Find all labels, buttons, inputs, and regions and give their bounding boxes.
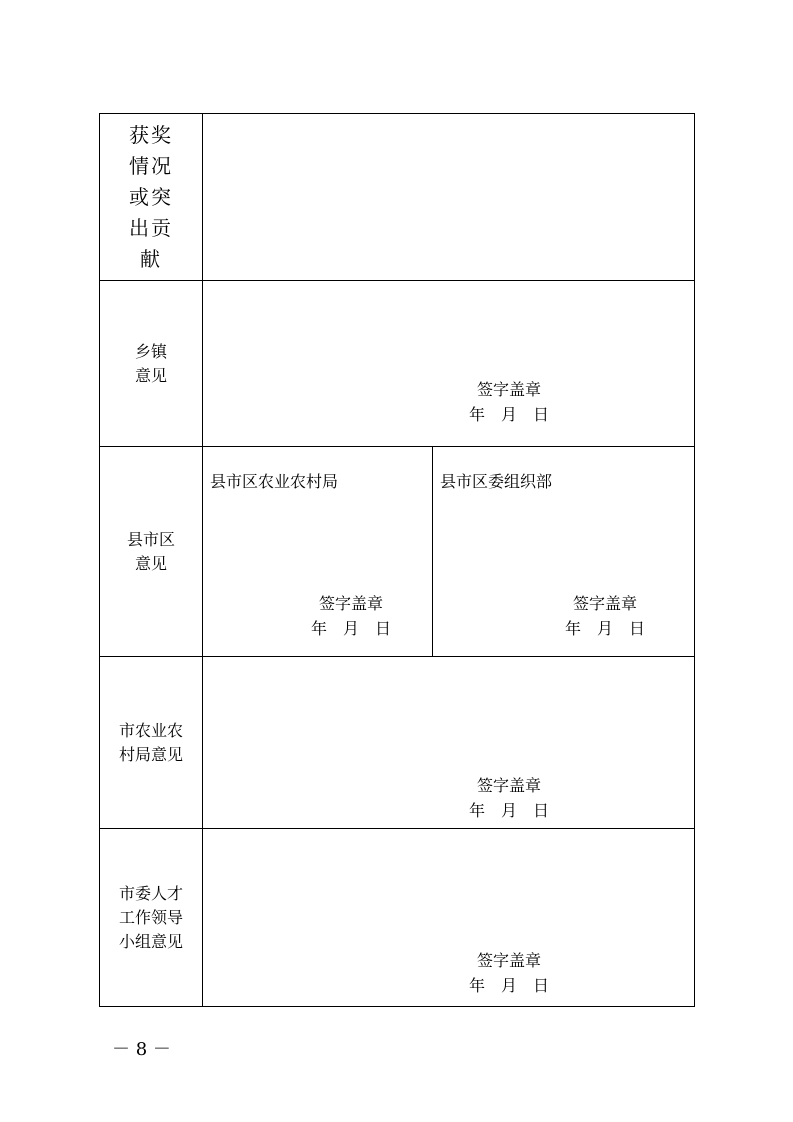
township-sign-label: 签字盖章 xyxy=(477,380,542,399)
county-label-cell xyxy=(100,447,203,656)
awards-content-field[interactable] xyxy=(203,114,694,280)
city-agri-sign-label: 签字盖章 xyxy=(477,776,542,795)
township-label-cell xyxy=(100,281,203,446)
county-agri-sign-label: 签字盖章 xyxy=(319,594,384,613)
township-row xyxy=(100,281,694,447)
county-agri-bureau-title: 县市区农业农村局 xyxy=(210,472,339,491)
city-agri-label-cell xyxy=(100,657,203,828)
county-opinion-area xyxy=(203,447,694,656)
county-org-sign-label: 签字盖章 xyxy=(573,594,638,613)
talent-group-opinion-field[interactable] xyxy=(203,829,694,1006)
township-opinion-field[interactable] xyxy=(203,281,694,446)
city-agri-label: 市农业农村局意见 xyxy=(118,720,183,764)
talent-group-label-cell xyxy=(100,829,203,1006)
township-label: 乡镇意见 xyxy=(134,341,167,385)
awards-label-cell xyxy=(100,114,203,280)
city-agri-row xyxy=(100,657,694,829)
awards-row xyxy=(100,114,694,281)
city-agri-date-label: 年 月 日 xyxy=(469,801,550,820)
approval-form-table xyxy=(99,113,695,1007)
township-date-label: 年 月 日 xyxy=(469,405,550,424)
county-org-dept-field[interactable] xyxy=(433,447,694,656)
talent-group-row xyxy=(100,829,694,1006)
county-agri-date-label: 年 月 日 xyxy=(311,619,392,638)
county-org-dept-title: 县市区委组织部 xyxy=(440,472,553,491)
talent-group-label: 市委人才工作领导小组意见 xyxy=(118,883,183,951)
awards-label: 获奖情况或突出贡献 xyxy=(129,122,173,271)
county-org-date-label: 年 月 日 xyxy=(565,619,646,638)
page-number: － 8 － xyxy=(112,1039,171,1060)
city-agri-opinion-field[interactable] xyxy=(203,657,694,828)
county-label: 县市区意见 xyxy=(126,529,175,573)
talent-group-sign-label: 签字盖章 xyxy=(477,951,542,970)
county-row xyxy=(100,447,694,657)
county-agri-bureau-field[interactable] xyxy=(203,447,433,656)
talent-group-date-label: 年 月 日 xyxy=(469,976,550,995)
